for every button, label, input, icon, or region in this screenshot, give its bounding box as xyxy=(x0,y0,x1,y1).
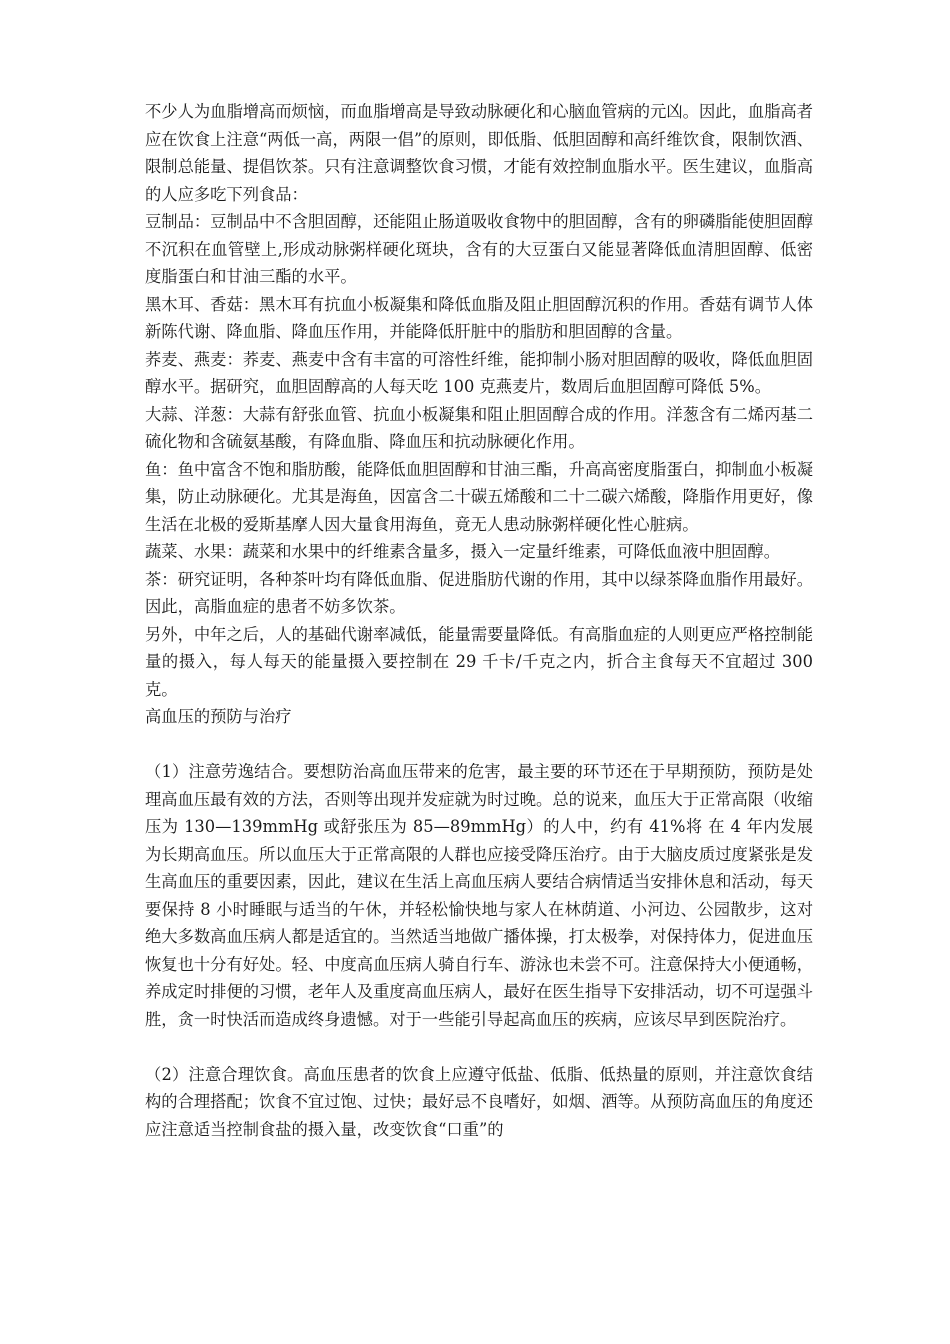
document-page xyxy=(145,98,813,1143)
paragraph-tea: 茶：研究证明，各种茶叶均有降低血脂、促进脂肪代谢的作用，其中以绿茶降血脂作用最好。因此，高脂血症的患者不妨多饮茶。 xyxy=(145,569,813,616)
paragraph-vegetables: 蔬菜、水果：蔬菜和水果中的纤维素含量多，摄入一定量纤维素，可降低血液中胆固醇。 xyxy=(145,542,780,561)
spacer xyxy=(145,731,813,759)
paragraph-garlic: 大蒜、洋葱：大蒜有舒张血管、抗血小板凝集和阻止胆固醇合成的作用。洋葱含有二烯丙基二硫化物和含硫氨基酸，有降血脂、降血压和抗动脉硬化作用。 xyxy=(145,404,813,451)
spacer xyxy=(145,1033,813,1061)
paragraph-intro: 不少人为血脂增高而烦恼，而血脂增高是导致动脉硬化和心脑血管病的元凶。因此，血脂高者应在饮食上注意“两低一高，两限一倡”的原则，即低脂、低胆固醇和高纤维饮食，限制饮酒、限制总能量、提倡饮茶。只有注意调整饮食习惯，才能有效控制血脂水平。医生建议，血脂高的人应多吃下列食品： xyxy=(145,102,813,204)
paragraph-soy: 豆制品：豆制品中不含胆固醇，还能阻止肠道吸收食物中的胆固醇，含有的卵磷脂能使胆固醇不沉积在血管壁上,形成动脉粥样硬化斑块，含有的大豆蛋白又能显著降低血清胆固醇、低密度脂蛋白和甘油三酯的水平。 xyxy=(145,212,813,286)
paragraph-fish: 鱼：鱼中富含不饱和脂肪酸，能降低血胆固醇和甘油三酯，升高高密度脂蛋白，抑制血小板凝集，防止动脉硬化。尤其是海鱼，因富含二十碳五烯酸和二十二碳六烯酸，降脂作用更好，像生活在北极的爱斯基摩人因大量食用海鱼，竟无人患动脉粥样硬化性心脏病。 xyxy=(145,459,813,534)
paragraph-energy: 另外，中年之后，人的基础代谢率减低，能量需要量降低。有高脂血症的人则更应严格控制能量的摄入，每人每天的能量摄入要控制在 29 千卡/千克之内，折合主食每天不宜超过 300 克。 xyxy=(145,624,813,699)
section-heading: 高血压的预防与治疗 xyxy=(145,707,292,726)
paragraph-fungus: 黑木耳、香菇：黑木耳有抗血小板凝集和降低血脂及阻止胆固醇沉积的作用。香菇有调节人体新陈代谢、降血脂、降血压作用，并能降低肝脏中的脂肪和胆固醇的含量。 xyxy=(145,294,813,341)
paragraph-rest: （1）注意劳逸结合。要想防治高血压带来的危害，最主要的环节还在于早期预防，预防是处理高血压最有效的方法，否则等出现并发症就为时过晚。总的说来，血压大于正常高限（收缩压为 130—139mmHg 或舒张压为 85—89mmHg）的人中，约有 41%将 在 4 年内发展为长期高血压。所以血压大于正常高限的人群也应接受降压治疗。由于大脑皮质过度紧张是发生高血压的重要因素，因此，建议在生活上高血压病人要结合病情适当安排休息和活动，每天要保持 8 小时睡眠与适当的午休，并轻松愉快地与家人在林荫道、小河边、公园散步，这对绝大多数高血压病人都是适宜的。当然适当地做广播体操，打太极拳，对保持体力，促进血压恢复也十分有好处。轻、中度高血压病人骑自行车、游泳也未尝不可。注意保持大小便通畅，养成定时排便的习惯，老年人及重度高血压病人，最好在医生指导下安排活动，切不可逞强斗胜，贪一时快活而造成终身遗憾。对于一些能引导起高血压的疾病，应该尽早到医院治疗。 xyxy=(145,762,813,1029)
paragraph-diet: （2）注意合理饮食。高血压患者的饮食上应遵守低盐、低脂、低热量的原则，并注意饮食结构的合理搭配；饮食不宜过饱、过快；最好忌不良嗜好，如烟、酒等。从预防高血压的角度还应注意适当控制食盐的摄入量，改变饮食“口重”的 xyxy=(145,1064,813,1139)
paragraph-oats: 荞麦、燕麦：荞麦、燕麦中含有丰富的可溶性纤维，能抑制小肠对胆固醇的吸收，降低血胆固醇水平。据研究，血胆固醇高的人每天吃 100 克燕麦片，数周后血胆固醇可降低 5%。 xyxy=(145,349,813,396)
